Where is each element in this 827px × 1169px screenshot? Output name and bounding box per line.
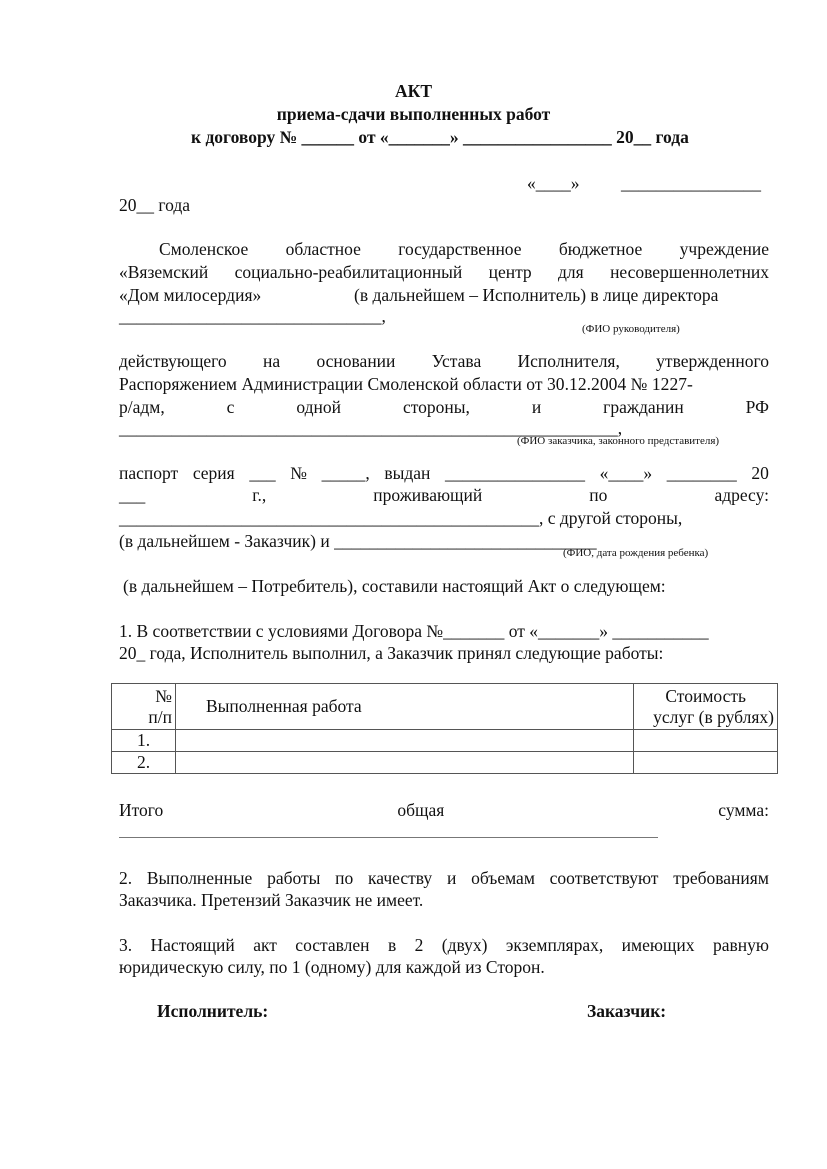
- consumer-definition: (в дальнейшем – Потребитель), составили настоящий Акт о следующем:: [123, 576, 666, 596]
- basis-line-1: [119, 350, 769, 372]
- clause-3-line-1: [119, 934, 769, 956]
- word: и: [446, 868, 457, 888]
- director-name-field[interactable]: ______________________________,: [119, 306, 386, 326]
- word: государственное: [398, 239, 522, 259]
- word: работы: [267, 868, 321, 888]
- header-number: [112, 684, 176, 730]
- word: качеству: [368, 868, 433, 888]
- header-number-line-1: №: [155, 685, 172, 706]
- header-work: Выполненная работа: [176, 684, 634, 730]
- word: 20: [751, 463, 769, 483]
- intro-line-2: [119, 261, 769, 283]
- executor-definition: (в дальнейшем – Исполнитель) в лице директора: [354, 285, 719, 305]
- word: Выполненные: [146, 868, 253, 888]
- word: общая: [397, 800, 445, 820]
- customer-caption: (ФИО заказчика, законного представителя): [517, 435, 720, 447]
- word: составлен: [295, 935, 370, 955]
- executor-signature-label: Исполнитель:: [157, 1001, 269, 1021]
- word: соответствуют: [549, 868, 659, 888]
- date-year-field[interactable]: 20__ года: [119, 195, 191, 215]
- clause-1-line-2: 20_ года, Исполнитель выполнил, а Заказчик принял следующие работы:: [119, 643, 664, 663]
- word: г.,: [252, 485, 267, 505]
- header-number-line-2: п/п: [148, 706, 172, 727]
- row-cost-cell[interactable]: [634, 752, 778, 774]
- word: Исполнителя,: [517, 351, 620, 371]
- word: основании: [316, 351, 396, 371]
- word: утвержденного: [656, 351, 769, 371]
- word: 2.: [119, 868, 133, 888]
- clause-2-line-1: [119, 867, 769, 889]
- intro-line-1: [159, 238, 769, 260]
- header-cost-line-2: услуг (в рублях): [653, 706, 774, 727]
- word: выдан: [384, 463, 431, 483]
- works-table: [111, 683, 778, 774]
- clause-3-line-2: юридическую силу, по 1 (одному) для каждой из Сторон.: [119, 957, 545, 977]
- basis-line-3: [119, 396, 769, 418]
- row-cost-cell[interactable]: [634, 730, 778, 752]
- word: и: [531, 397, 542, 417]
- header-cost-line-1: Стоимость: [665, 685, 746, 706]
- document-title: АКТ: [395, 81, 432, 101]
- table-header-row: [112, 684, 778, 730]
- basis-line-2: Распоряжением Администрации Смоленской области от 30.12.2004 № 1227-: [119, 374, 693, 394]
- word: Устава: [431, 351, 482, 371]
- contract-reference-line: к договору № ______ от «_______» _________________ 20__ года: [191, 127, 689, 147]
- date-month-field[interactable]: ________________: [621, 173, 761, 193]
- clause-2-line-2: Заказчика. Претензий Заказчик не имеет.: [119, 890, 424, 910]
- passport-number-field[interactable]: _____,: [321, 463, 370, 483]
- word: в: [387, 935, 397, 955]
- word: социально-реабилитационный: [234, 262, 463, 282]
- word: сумма:: [718, 800, 769, 820]
- clause-1-line-1: 1. В соответствии с условиями Договора №_______ от «_______» ___________: [119, 621, 709, 641]
- word: РФ: [745, 397, 769, 417]
- word: для: [558, 262, 584, 282]
- total-amount-field[interactable]: [119, 837, 658, 838]
- word: имеющих: [621, 935, 695, 955]
- word: экземплярах,: [505, 935, 604, 955]
- word: бюджетное: [558, 239, 643, 259]
- document-subtitle: приема-сдачи выполненных работ: [276, 104, 551, 124]
- word: действующего: [119, 351, 227, 371]
- word: «Вяземский: [119, 262, 209, 282]
- passport-line-1: [119, 462, 769, 484]
- word: Настоящий: [150, 935, 235, 955]
- word: по: [589, 485, 608, 505]
- passport-month-field[interactable]: ________: [666, 463, 737, 483]
- word: паспорт: [119, 463, 179, 483]
- word: областное: [285, 239, 361, 259]
- passport-issuer-field[interactable]: ________________: [445, 463, 585, 483]
- address-field[interactable]: ________________________________________________, с другой стороны,: [119, 508, 683, 528]
- word: (двух): [441, 935, 488, 955]
- word: 2: [414, 935, 424, 955]
- word: серия: [192, 463, 235, 483]
- row-number: 2.: [112, 752, 176, 774]
- row-work-cell[interactable]: [176, 752, 634, 774]
- word: р/адм,: [119, 397, 165, 417]
- word: одной: [296, 397, 342, 417]
- word: проживающий: [373, 485, 483, 505]
- date-day-field[interactable]: «____»: [527, 173, 580, 193]
- customer-signature-label: Заказчик:: [587, 1001, 667, 1021]
- passport-line-2: [119, 484, 769, 506]
- word: 3.: [119, 935, 133, 955]
- word: учреждение: [679, 239, 769, 259]
- table-row: [112, 752, 778, 774]
- header-cost: [634, 684, 778, 730]
- word: стороны,: [402, 397, 470, 417]
- word: несовершеннолетних: [610, 262, 769, 282]
- director-caption: (ФИО руководителя): [582, 323, 680, 335]
- word: требованиям: [673, 868, 769, 888]
- passport-year-field[interactable]: ___: [119, 485, 146, 505]
- row-number: 1.: [112, 730, 176, 752]
- child-name-field[interactable]: (в дальнейшем - Заказчик) и ______________________________: [119, 531, 597, 551]
- row-work-cell[interactable]: [176, 730, 634, 752]
- word: центр: [488, 262, 532, 282]
- passport-series-field[interactable]: ___: [249, 463, 276, 483]
- word: Итого: [119, 800, 164, 820]
- organization-name-end: «Дом милосердия»: [119, 285, 262, 305]
- child-caption: (ФИО, дата рождения ребенка): [563, 547, 709, 559]
- word: объемам: [471, 868, 535, 888]
- word: адресу:: [714, 485, 769, 505]
- word: равную: [712, 935, 769, 955]
- word: акт: [253, 935, 277, 955]
- word: №: [290, 463, 307, 483]
- total-line: [119, 799, 769, 821]
- word: на: [263, 351, 281, 371]
- word: Смоленское: [159, 239, 249, 259]
- passport-day-field[interactable]: «____»: [599, 463, 653, 483]
- table-row: [112, 730, 778, 752]
- customer-name-field[interactable]: _________________________________________________________,: [119, 418, 623, 438]
- word: гражданин: [603, 397, 684, 417]
- word: по: [335, 868, 354, 888]
- word: с: [226, 397, 235, 417]
